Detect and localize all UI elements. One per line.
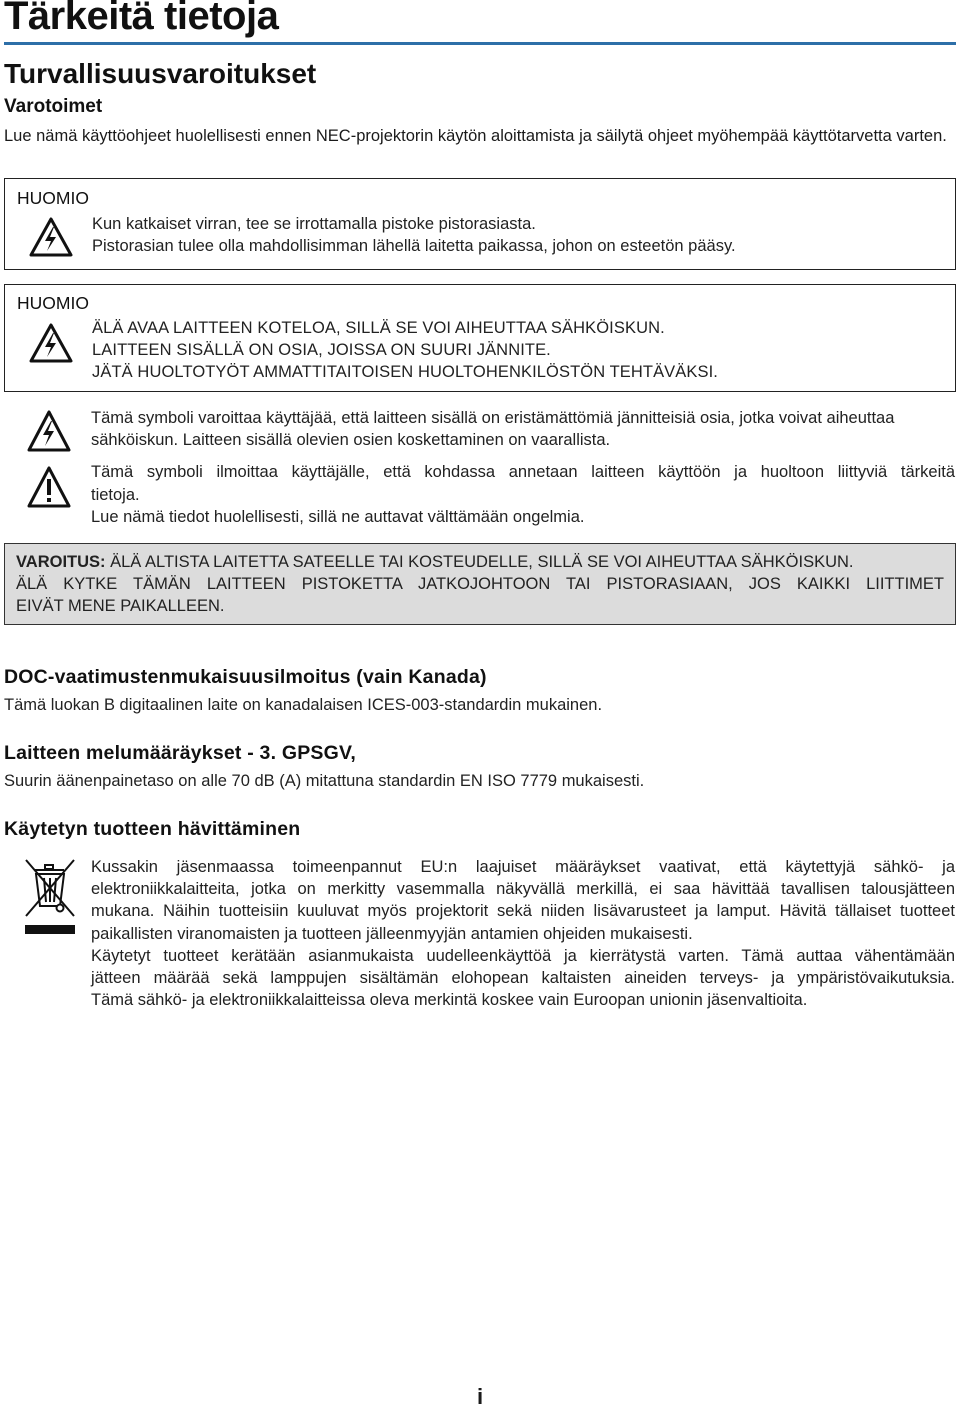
symbol-text: Tämä symboli varoittaa käyttäjää, että laitteen sisällä on eristämättömiä jännitteisiä osia, jotka voivat aiheuttaa	[91, 409, 895, 427]
disposal-heading: Käytetyn tuotteen hävittäminen	[4, 818, 301, 840]
disposal-text: Tämä sähkö- ja elektroniikkalaitteissa oleva merkintä koskee vain Euroopan unionin jäsenvaltioita.	[91, 991, 808, 1009]
caution-line: ÄLÄ AVAA LAITTEEN KOTELOA, SILLÄ SE VOI AIHEUTTAA SÄHKÖISKUN.	[92, 319, 665, 337]
symbol-text: sähköiskun. Laitteen sisällä olevien osien koskettaminen on vaarallista.	[91, 431, 611, 449]
exclamation-warning-icon	[27, 466, 71, 508]
page-number: i	[476, 1384, 484, 1409]
disposal-text: Käytetyt tuotteet kerätään asianmukaista uudelleenkäyttöä ja kierrätystä varten. Tämä auttaa vähentämään	[91, 947, 955, 965]
caution-line: LAITTEEN SISÄLLÄ ON OSIA, JOISSA ON SUURI JÄNNITE.	[92, 341, 551, 359]
warning-line	[16, 553, 854, 572]
disposal-text: mukana. Näihin tuotteisiin kuuluvat myös projektorit sekä niiden lisävarusteet ja lamput. Hävitä tällaiset tuotteet	[91, 902, 955, 920]
lightning-warning-icon	[29, 323, 73, 363]
crossed-out-wheelie-bin-icon	[22, 856, 78, 942]
section-title: Turvallisuusvaroitukset	[4, 58, 317, 89]
symbol-text: Lue nämä tiedot huolellisesti, sillä ne auttavat välttämään ongelmia.	[91, 508, 585, 526]
warning-text: ÄLÄ ALTISTA LAITETTA SATEELLE TAI KOSTEUDELLE, SILLÄ SE VOI AIHEUTTAA SÄHKÖISKUN.	[110, 553, 854, 571]
symbol-text: tietoja.	[91, 486, 140, 504]
disposal-text: Kussakin jäsenmaassa toimeenpannut EU:n laajuiset määräykset vaativat, että käytettyjä sähkö- ja	[91, 858, 955, 876]
lightning-warning-icon	[27, 410, 71, 452]
noise-text: Suurin äänenpainetaso on alle 70 dB (A) mitattuna standardin EN ISO 7779 mukaisesti.	[4, 772, 645, 790]
caution-box-1	[4, 178, 956, 270]
symbol-text: Tämä symboli ilmoittaa käyttäjälle, että kohdassa annetaan laitteen käyttöön ja huoltoon liittyviä tärkeitä	[91, 463, 955, 481]
warning-box	[4, 543, 956, 625]
disposal-text: jätteen määrää sekä lamppujen sisältämän elohopean kaltaisten aineiden terveys- ja ympäristövaikutuksia.	[91, 969, 955, 987]
caution-box-2	[4, 284, 956, 392]
caution-line: JÄTÄ HUOLTOTYÖT AMMATTITAITOISEN HUOLTOHENKILÖSTÖN TEHTÄVÄKSI.	[92, 363, 718, 381]
subsection-title: Varotoimet	[4, 96, 103, 117]
warning-line: EIVÄT MENE PAIKALLEEN.	[16, 597, 225, 615]
caution-label: HUOMIO	[17, 293, 89, 313]
warning-line: ÄLÄ KYTKE TÄMÄN LAITTEEN PISTOKETTA JATKOJOHTOON TAI PISTORASIAAN, JOS KAIKKI LIITTIMET	[16, 575, 944, 593]
caution-label: HUOMIO	[17, 188, 89, 208]
caution-line: Kun katkaiset virran, tee se irrottamalla pistoke pistorasiasta.	[92, 215, 536, 233]
doc-text: Tämä luokan B digitaalinen laite on kanadalaisen ICES-003-standardin mukainen.	[4, 696, 603, 714]
lightning-warning-icon	[29, 217, 73, 257]
page-title: Tärkeitä tietoja	[4, 0, 279, 38]
disposal-text: elektroniikkalaitteita, jotka on merkitty vasemmalla näkyvällä merkillä, ei saa hävittää tavallisen talousjätteen	[91, 880, 955, 898]
disposal-text: paikallisten viranomaisten ja tuotteen jälleenmyyjän antamien ohjeiden mukaisesti.	[91, 925, 693, 943]
intro-text: Lue nämä käyttöohjeet huolellisesti ennen NEC-projektorin käytön aloittamista ja säilytä ohjeet myöhempää käyttötarvetta varten.	[4, 127, 947, 145]
warning-label: VAROITUS:	[16, 553, 106, 571]
caution-line: Pistorasian tulee olla mahdollisimman lähellä laitetta paikassa, johon on esteetön pääsy.	[92, 237, 736, 255]
noise-heading: Laitteen melumääräykset - 3. GPSGV,	[4, 742, 357, 764]
title-rule	[4, 42, 956, 45]
doc-heading: DOC-vaatimustenmukaisuusilmoitus (vain Kanada)	[4, 666, 487, 688]
